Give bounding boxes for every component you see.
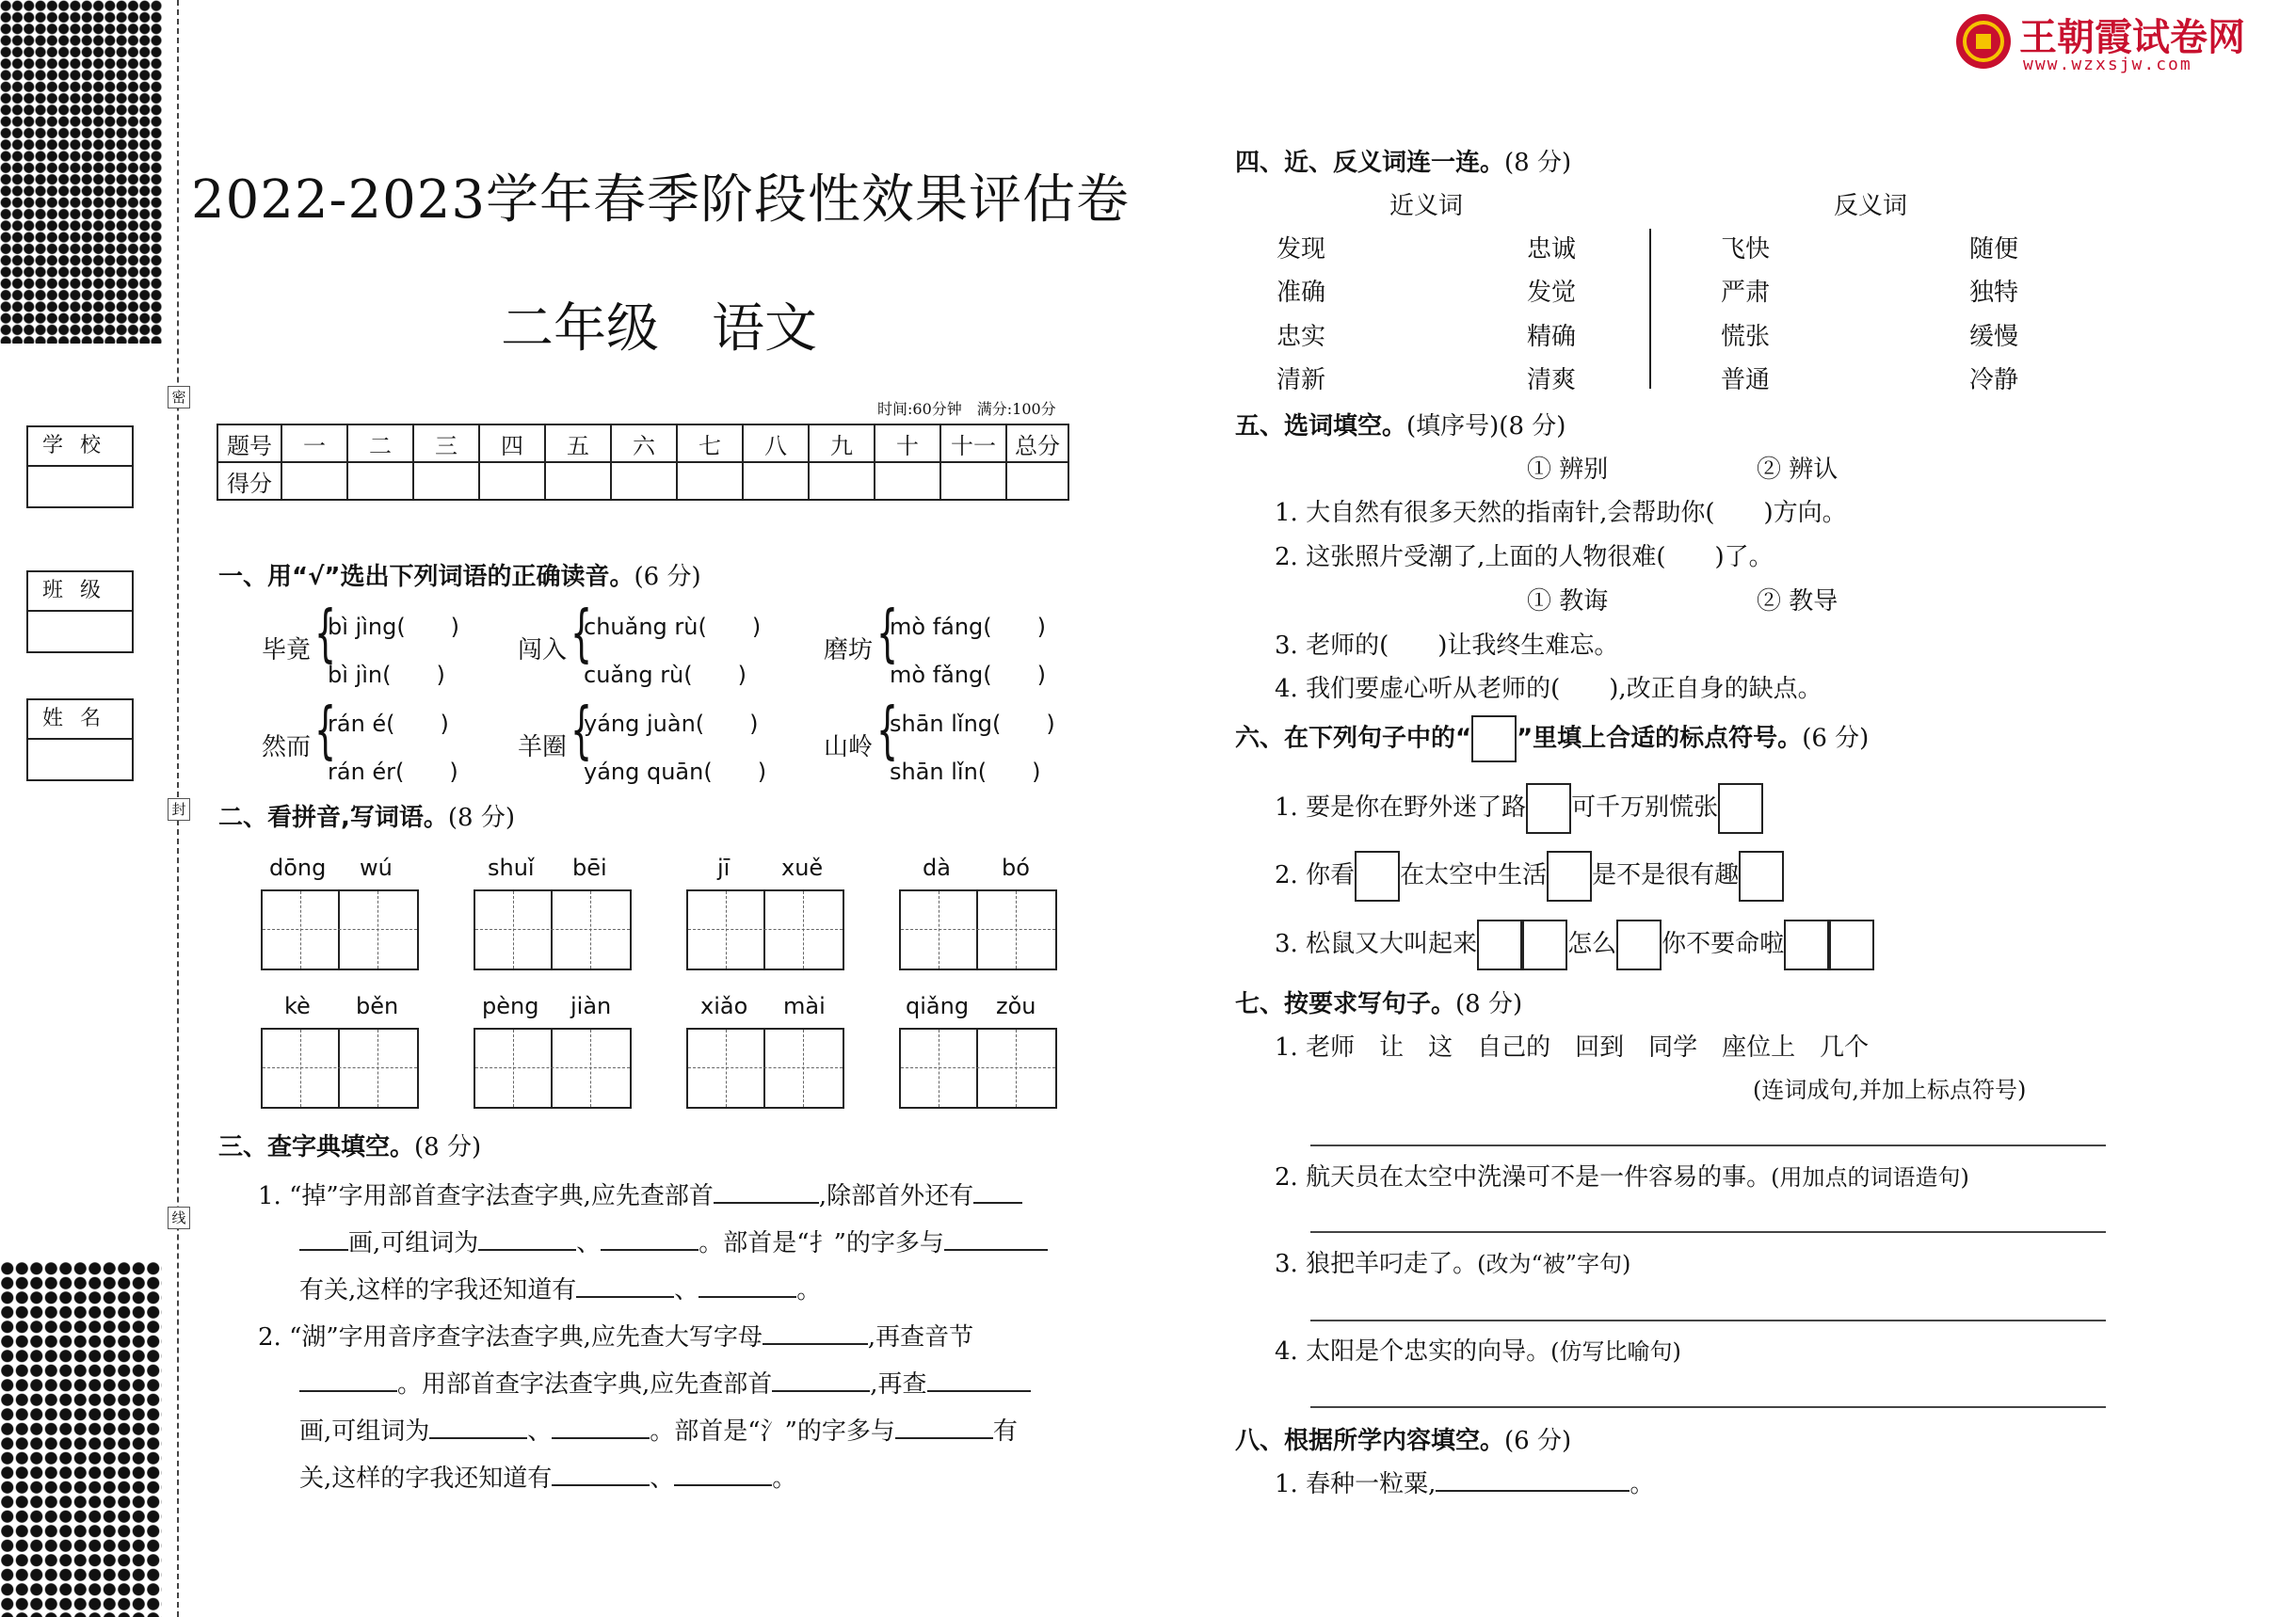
school-label: 学校 [28, 427, 132, 467]
punct-box[interactable] [1739, 851, 1784, 902]
s6-line [1275, 920, 1874, 970]
binding-mark-close: 封 [168, 798, 190, 821]
score-cell[interactable] [940, 462, 1006, 500]
s6-line [1275, 783, 1763, 834]
score-cell[interactable] [1006, 462, 1068, 500]
pinyin: xiǎo [700, 993, 748, 1019]
brace: { [570, 597, 593, 669]
score-cell[interactable] [281, 462, 347, 500]
synonym-left-word[interactable]: 发现 [1276, 235, 1326, 264]
s6-text: 1. 要是你在野外迷了路 [1275, 793, 1527, 822]
s1-option-a[interactable]: mò fáng( ) [890, 614, 1047, 640]
pinyin: bó [1002, 855, 1030, 881]
score-cell[interactable] [479, 462, 545, 500]
s5-option: ① 辨别 [1527, 456, 1609, 484]
synonym-right-word[interactable]: 发觉 [1527, 279, 1577, 307]
pinyin: zǒu [996, 993, 1036, 1019]
s6-text: 在太空中生活 [1400, 861, 1548, 889]
blank[interactable] [698, 1272, 796, 1298]
s5-option: ② 辨认 [1757, 456, 1838, 484]
writing-grid[interactable] [474, 1028, 632, 1109]
class-box[interactable] [26, 570, 134, 653]
s3-text: 、 [674, 1276, 699, 1305]
s1-option-b[interactable]: cuǎng rù( ) [584, 662, 747, 688]
s3-text: 2. “湖”字用音序查字法查字典,应先查大写字母 [258, 1323, 763, 1352]
blank[interactable] [576, 1272, 674, 1298]
binding-mark-seal: 密 [168, 386, 190, 408]
punct-box[interactable] [1616, 920, 1662, 970]
s3-text: 、 [650, 1465, 675, 1493]
score-cell[interactable] [875, 462, 940, 500]
section-5-title [1235, 407, 1565, 441]
section-3-title-text: 三、查字典填空。 [218, 1133, 415, 1161]
score-cell[interactable] [413, 462, 479, 500]
writing-grid[interactable] [686, 889, 844, 970]
answer-line[interactable] [1310, 1145, 2106, 1146]
section-8-points: (6 分) [1504, 1427, 1572, 1455]
section-4-title [1235, 143, 1571, 178]
score-table-header-row [217, 424, 1068, 462]
blank[interactable] [1436, 1465, 1630, 1492]
pinyin: qiǎng [906, 993, 970, 1019]
s7-note: (仿写比喻句) [1550, 1338, 1681, 1365]
punct-box[interactable] [1355, 851, 1400, 902]
s1-option-a[interactable]: chuǎng rù( ) [584, 614, 762, 640]
score-header-cell: 题号 [217, 424, 281, 462]
synonym-right-word[interactable]: 精确 [1527, 323, 1577, 351]
s1-option-a[interactable]: rán é( ) [328, 711, 449, 737]
punct-box[interactable] [1829, 920, 1874, 970]
blank[interactable] [714, 1177, 819, 1204]
score-header-cell: 九 [809, 424, 875, 462]
s3-text: 有关,这样的字我还知道有 [299, 1276, 577, 1305]
s6-line [1275, 851, 1784, 902]
s7-question-4 [1275, 1332, 1681, 1367]
section-4-title-text: 四、近、反义词连一连。 [1235, 149, 1505, 177]
s3-line [299, 1459, 796, 1494]
pinyin: pèng [482, 993, 539, 1019]
s3-text: 。部首是“扌”的字多与 [698, 1229, 944, 1257]
section-1-title-text: 一、用“√”选出下列词语的正确读音。 [218, 563, 634, 591]
antonym-right-word[interactable]: 缓慢 [1969, 323, 2019, 351]
score-header-cell: 十 [875, 424, 940, 462]
antonym-left-word[interactable]: 严肃 [1721, 279, 1771, 307]
exam-subtitle: 二年级 语文 [501, 298, 817, 360]
writing-grid[interactable] [261, 889, 419, 970]
brace: { [570, 694, 593, 766]
divider [1649, 229, 1651, 389]
s7-note: (用加点的词语造句) [1771, 1164, 1969, 1191]
s1-option-a[interactable]: shān lǐng( ) [890, 711, 1055, 737]
section-2-title-text: 二、看拼音,写词语。 [218, 804, 448, 832]
synonym-left-word[interactable]: 准确 [1276, 279, 1326, 307]
score-table-score-row [217, 462, 1068, 500]
blank[interactable] [601, 1225, 698, 1251]
s3-line [258, 1177, 1022, 1211]
synonym-left-word[interactable]: 忠实 [1276, 323, 1326, 351]
s7-note-1: (连词成句,并加上标点符号) [1753, 1077, 2027, 1103]
score-header-cell: 总分 [1006, 424, 1068, 462]
s8-text: 1. 春种一粒粟, [1275, 1470, 1437, 1498]
class-label: 班级 [28, 572, 132, 612]
section-1-title [218, 557, 701, 592]
s1-word-6: 山岭 [824, 733, 874, 761]
exam-title: 2022-2023学年春季阶段性效果评估卷 [191, 169, 1130, 231]
blank[interactable] [299, 1225, 348, 1251]
s1-word-4: 然而 [262, 733, 312, 761]
score-header-cell: 七 [677, 424, 743, 462]
blank[interactable] [552, 1413, 650, 1439]
decorative-dot-pattern-bottom [0, 1261, 162, 1617]
blank[interactable] [478, 1225, 576, 1251]
answer-line[interactable] [1310, 1320, 2106, 1321]
s5-option: ① 教诲 [1527, 587, 1609, 616]
s8-question-1 [1275, 1465, 1654, 1499]
score-header-cell: 六 [611, 424, 677, 462]
s1-option-b[interactable]: bì jìn( ) [328, 662, 445, 688]
antonym-right-word[interactable]: 独特 [1969, 279, 2019, 307]
s3-text: 有 [992, 1417, 1018, 1446]
punct-box[interactable] [1784, 920, 1829, 970]
writing-grid[interactable] [686, 1028, 844, 1109]
s1-word-3: 磨坊 [824, 636, 874, 664]
section-5-title-text: 五、选词填空。 [1235, 412, 1407, 440]
pinyin: wú [360, 855, 393, 881]
s5-question[interactable]: 2. 这张照片受潮了,上面的人物很难( )了。 [1275, 543, 1774, 571]
s3-text: 1. “掉”字用部首查字法查字典,应先查部首 [258, 1182, 714, 1210]
s5-question[interactable]: 1. 大自然有很多天然的指南针,会帮助你( )方向。 [1275, 499, 1847, 527]
s3-text: 画,可组词为 [348, 1229, 479, 1257]
section-6-points: (6 分) [1802, 724, 1870, 753]
section-3-points: (8 分) [414, 1133, 482, 1161]
pinyin: dōng [269, 855, 327, 881]
blank[interactable] [552, 1460, 650, 1486]
blank[interactable] [429, 1413, 527, 1439]
score-cell[interactable] [347, 462, 413, 500]
pinyin: xuě [781, 855, 824, 881]
section-7-title-text: 七、按要求写句子。 [1235, 990, 1456, 1018]
section-2-title [218, 798, 515, 833]
score-header-cell: 一 [281, 424, 347, 462]
s1-word-1: 毕竟 [262, 636, 312, 664]
s3-text: 。 [796, 1276, 822, 1305]
s7-text: 2. 航天员在太空中洗澡可不是一件容易的事。 [1275, 1163, 1772, 1192]
s3-line [299, 1412, 1018, 1447]
score-table [217, 424, 1069, 501]
s3-line [299, 1224, 1048, 1258]
name-label: 姓名 [28, 700, 132, 740]
s6-text: 你不要命啦 [1662, 930, 1785, 958]
section-7-title [1235, 985, 1522, 1019]
punct-box[interactable] [1477, 920, 1522, 970]
s7-text: 4. 太阳是个忠实的向导。 [1275, 1337, 1551, 1366]
pinyin: bēi [572, 855, 607, 881]
section-7-points: (8 分) [1455, 990, 1523, 1018]
antonym-left-word[interactable]: 普通 [1721, 366, 1771, 394]
watermark-name: 王朝霞试卷网 [2019, 16, 2245, 59]
antonym-left-word[interactable]: 飞快 [1721, 235, 1771, 264]
s1-option-a[interactable]: yáng juàn( ) [584, 711, 759, 737]
s1-option-b[interactable]: shān lǐn( ) [890, 759, 1041, 785]
writing-grid[interactable] [899, 889, 1057, 970]
decorative-dot-pattern-top [0, 0, 162, 344]
box-symbol [1471, 715, 1517, 762]
section-8-title-text: 八、根据所学内容填空。 [1235, 1427, 1505, 1455]
section-8-title [1235, 1421, 1571, 1456]
s1-word-2: 闯入 [518, 636, 568, 664]
s1-option-b[interactable]: mò fǎng( ) [890, 662, 1047, 688]
binding-mark-line: 线 [168, 1207, 190, 1229]
blank[interactable] [299, 1366, 397, 1392]
s6-text: 怎么 [1567, 930, 1617, 958]
score-cell[interactable] [611, 462, 677, 500]
pinyin: jiàn [570, 993, 612, 1019]
score-header-cell: 二 [347, 424, 413, 462]
antonym-left-word[interactable]: 慌张 [1721, 323, 1771, 351]
school-box[interactable] [26, 425, 134, 508]
brace: { [314, 694, 337, 766]
score-header-cell: 八 [743, 424, 809, 462]
s3-text: 、 [576, 1229, 602, 1257]
blank[interactable] [772, 1366, 870, 1392]
section-3-title [218, 1128, 481, 1162]
writing-grid[interactable] [261, 1028, 419, 1109]
synonym-left-word[interactable]: 清新 [1276, 366, 1326, 394]
s5-question[interactable]: 3. 老师的( )让我终生难忘。 [1275, 632, 1619, 660]
answer-line[interactable] [1310, 1231, 2106, 1233]
brace: { [876, 597, 899, 669]
s3-text: 。用部首查字法查字典,应先查部首 [397, 1370, 773, 1399]
section-6-title-text: ”里填上合适的标点符号。 [1517, 724, 1803, 753]
s5-question[interactable]: 4. 我们要虚心听从老师的( ),改正自身的缺点。 [1275, 675, 1822, 703]
score-header-cell: 五 [545, 424, 611, 462]
pinyin: dà [923, 855, 951, 881]
section-5-points: (填序号)(8 分) [1406, 412, 1566, 440]
s3-line [299, 1271, 821, 1305]
synonym-label: 近义词 [1389, 192, 1464, 220]
punct-box[interactable] [1526, 783, 1571, 834]
score-row-label: 得分 [217, 462, 281, 500]
score-header-cell: 十一 [940, 424, 1006, 462]
brace: { [314, 597, 337, 669]
s3-line [299, 1365, 1031, 1400]
answer-line[interactable] [1310, 1406, 2106, 1408]
pinyin: běn [356, 993, 399, 1019]
s7-note: (改为“被”字句) [1477, 1251, 1631, 1277]
section-4-points: (8 分) [1504, 149, 1572, 177]
s6-text: 可千万别慌张 [1571, 793, 1719, 822]
punct-box[interactable] [1522, 920, 1567, 970]
blank[interactable] [944, 1225, 1048, 1251]
s6-text: 是不是很有趣 [1592, 861, 1740, 889]
s1-option-b[interactable]: yáng quān( ) [584, 759, 767, 785]
brace: { [876, 694, 899, 766]
antonym-label: 反义词 [1834, 192, 1908, 220]
writing-grid[interactable] [474, 889, 632, 970]
blank[interactable] [763, 1319, 868, 1345]
s3-line [258, 1318, 973, 1353]
s3-text: 关,这样的字我还知道有 [299, 1465, 553, 1493]
s1-word-5: 羊圈 [518, 733, 568, 761]
s3-text: 。 [772, 1465, 797, 1493]
s3-text: 、 [527, 1417, 553, 1446]
s7-text: 3. 狼把羊叼走了。 [1275, 1250, 1478, 1278]
time-info: 时间:60分钟 满分:100分 [877, 400, 1056, 418]
score-cell[interactable] [545, 462, 611, 500]
s3-text: ,除部首外还有 [818, 1182, 974, 1210]
antonym-right-word[interactable]: 冷静 [1969, 366, 2019, 394]
s6-text: 2. 你看 [1275, 861, 1356, 889]
watermark-url: www.wzxsjw.com [2023, 55, 2192, 74]
score-header-cell: 三 [413, 424, 479, 462]
s7-question-2 [1275, 1158, 1969, 1193]
s3-text: 画,可组词为 [299, 1417, 430, 1446]
score-cell[interactable] [677, 462, 743, 500]
watermark-logo [1953, 8, 2245, 75]
s1-option-a[interactable]: bì jìng( ) [328, 614, 460, 640]
pinyin: shuǐ [488, 855, 535, 881]
section-2-points: (8 分) [447, 804, 515, 832]
punct-box[interactable] [1718, 783, 1763, 834]
pinyin: mài [783, 993, 826, 1019]
antonym-right-word[interactable]: 随便 [1969, 235, 2019, 264]
pinyin: jī [717, 855, 731, 881]
writing-grid[interactable] [899, 1028, 1057, 1109]
synonym-right-word[interactable]: 清爽 [1527, 366, 1577, 394]
s6-text: 3. 松鼠又大叫起来 [1275, 930, 1478, 958]
s1-option-b[interactable]: rán ér( ) [328, 759, 458, 785]
section-6-title [1235, 715, 1869, 762]
blank[interactable] [895, 1413, 993, 1439]
section-6-title-text: 六、在下列句子中的“ [1235, 724, 1472, 753]
pinyin: kè [284, 993, 311, 1019]
score-cell[interactable] [809, 462, 875, 500]
s3-text: ,再查 [870, 1370, 927, 1399]
s3-text: ,再查音节 [867, 1323, 974, 1352]
score-cell[interactable] [743, 462, 809, 500]
synonym-right-word[interactable]: 忠诚 [1527, 235, 1577, 264]
blank[interactable] [927, 1366, 1031, 1392]
s7-question-3 [1275, 1244, 1630, 1279]
score-header-cell: 四 [479, 424, 545, 462]
s7-question-1: 1. 老师 让 这 自己的 回到 同学 座位上 几个 [1275, 1033, 1870, 1062]
watermark-seal-icon [1953, 11, 2014, 72]
s8-text: 。 [1630, 1470, 1655, 1498]
s5-option: ② 教导 [1757, 587, 1838, 616]
section-1-points: (6 分) [634, 563, 701, 591]
blank[interactable] [973, 1177, 1022, 1204]
punct-box[interactable] [1547, 851, 1592, 902]
blank[interactable] [674, 1460, 772, 1486]
s3-text: 。部首是“氵”的字多与 [650, 1417, 895, 1446]
name-box[interactable] [26, 698, 134, 781]
